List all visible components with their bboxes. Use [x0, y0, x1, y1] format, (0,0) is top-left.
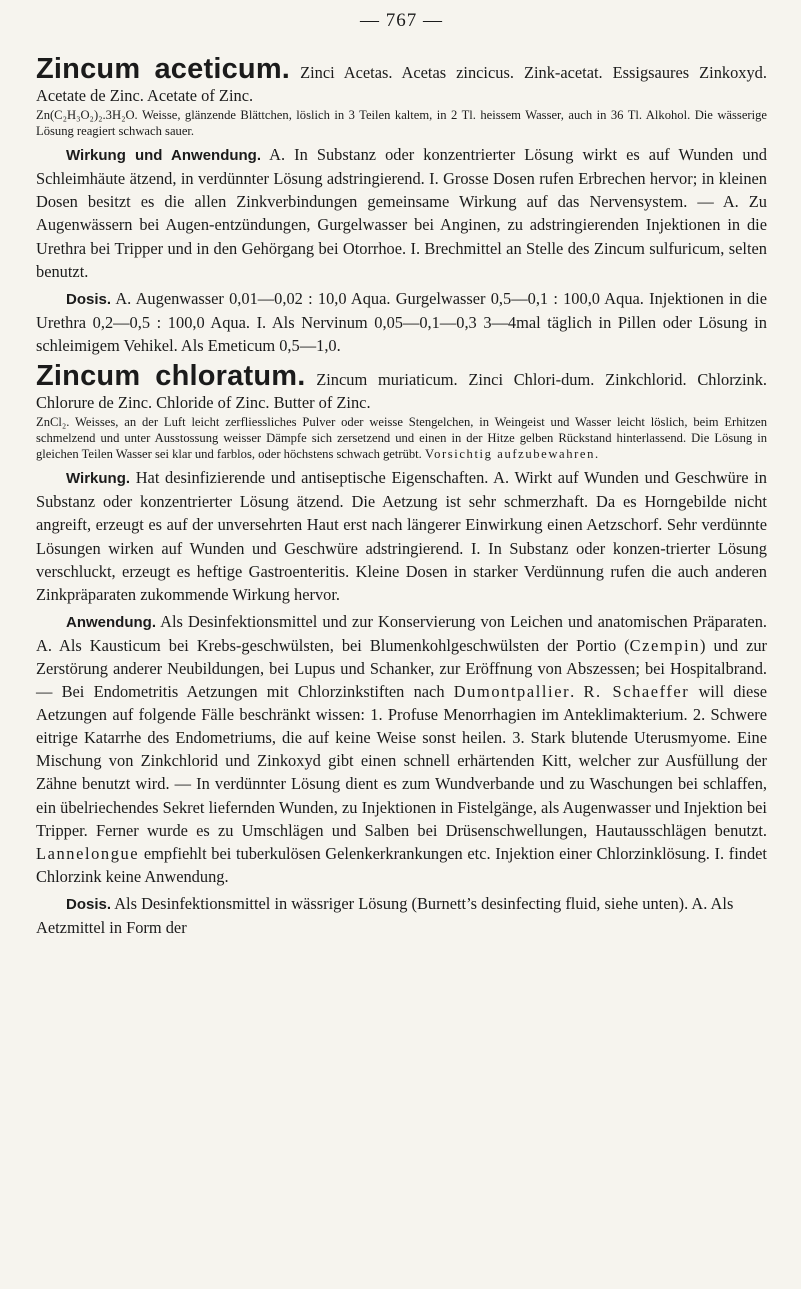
entry-intro: [36, 360, 767, 414]
author-name: Czempin: [629, 635, 701, 655]
dosis-label: Dosis.: [66, 895, 112, 913]
description-text: Weisse, glänzende Blättchen, löslich in 3 Teilen kaltem, in 2 Tl. heissem Wasser, auch in 36 Tl. Alkohol. Die wässerige Lösung reagiert schwach sauer.: [36, 108, 767, 139]
wirkung-text: Hat desinfizierende und antiseptische Eigenschaften. A. Wirkt auf Wunden und Geschwüre in Substanz oder konzentrierter Lösung ätzend. Die Aetzung ist sehr schmerzhaft. Da es Horngebilde nicht angreift, erzeugt es auf der unversehrten Haut erst nach längerer Einwirkung einen Aetzschorf. Sehr verdünnte Lösungen wirken auf Wunden und Geschwüre adstringierend. I. In Substanz oder konzen-trierter Lösung verschluckt, erzeugt es heftige Gastroenteritis. Kleine Dosen in starker Verdünnung rufen die auch anderen Zinkpräparaten zukommende Wirkung hervor.: [36, 468, 767, 604]
synonyms: Zinci Acetas. Acetas zincicus. Zink-acetat. Essigsaures Zinkoxyd. Acetate de Zinc. Acetate of Zinc.: [36, 63, 767, 106]
entry-intro: [36, 53, 767, 107]
wirkung-paragraph: [36, 143, 767, 283]
synonyms: Zincum muriaticum. Zinci Chlori-dum. Zinkchlorid. Chlorzink. Chlorure de Zinc. Chloride of Zinc. Butter of Zinc.: [36, 370, 767, 413]
description: [36, 414, 767, 462]
anwendung-text: Als Desinfektionsmittel und zur Konservierung von Leichen und anatomischen Präparaten. A. Als Kausticum bei Krebs-geschwülsten, bei Blumenkohlgeschwülsten der Portio (: [36, 611, 767, 655]
dosis-label: Dosis.: [66, 290, 112, 308]
chemical-formula: Zn(C₂H₃O₂)₂.3H₂O.: [36, 108, 138, 123]
author-name: R. Schaeffer: [583, 682, 690, 702]
description-text: Weisses, an der Luft leicht zerfliessliches Pulver oder weisse Stengelchen, in Weingeist und Wasser leicht löslich, beim Erhitzen schmelzend und unter Ausstossung weisser Dämpfe sich zersetzend und einen in der Hitze gelben Rückstand hinterlassend. Die Lösung in gleichen Teilen Wasser sei klar und farblos, oder höchstens schwach getrübt.: [36, 415, 767, 462]
anwendung-text: .: [570, 682, 584, 702]
description: [36, 107, 767, 139]
entry-zincum-chloratum: [36, 360, 767, 939]
entry-heading: Zincum chloratum.: [36, 360, 306, 393]
wirkung-text: A. In Substanz oder konzentrierter Lösung wirkt es auf Wunden und Schleimhäute ätzend, in verdünnter Lösung adstringierend. I. Grosse Dosen rufen Erbrechen hervor; in kleinen Dosen besitzt es die allen Zinkverbindungen gemeinsame Wirkung auf das Nervensystem. — A. Zu Augenwässern bei Augen-entzündungen, Gurgelwasser bei Anginen, zu adstringierenden Injektionen in die Urethra bei Tripper und in den Gehörgang bei Otorrhoe. I. Brechmittel an Stelle des Zincum sulfuricum, selten benutzt.: [36, 145, 767, 281]
author-name: Lannelongue: [36, 843, 140, 863]
anwendung-paragraph: [36, 610, 767, 888]
anwendung-label: Anwendung.: [66, 613, 156, 631]
wirkung-paragraph: [36, 466, 767, 606]
wirkung-label: Wirkung und Anwendung.: [66, 147, 262, 165]
entry-heading: Zincum aceticum.: [36, 53, 291, 85]
page-number: — 767 —: [360, 10, 443, 31]
storage-caution: Vorsichtig aufzubewahren.: [425, 447, 600, 462]
wirkung-label: Wirkung.: [66, 470, 131, 488]
chemical-formula: ZnCl₂.: [36, 415, 70, 430]
dosis-text: Als Desinfektionsmittel in wässriger Lösung (Burnett’s desinfecting fluid, siehe unten). A. Als Aetzmittel in Form der: [36, 893, 734, 937]
dosis-paragraph: [36, 287, 767, 357]
anwendung-text: ) und zur Zerstörung anderer Neubildungen, bei Lupus und Schanker, zur Eröffnung von Abszessen; bei Hospitalbrand. — Bei Endometritis Aetzungen mit Chlorzinkstiften nach: [36, 635, 767, 702]
dosis-text: A. Augenwasser 0,01—0,02 : 10,0 Aqua. Gurgelwasser 0,5—0,1 : 100,0 Aqua. Injektionen in die Urethra 0,2—0,5 : 100,0 Aqua. I. Als Nervinum 0,05—0,1—0,3 3—4mal täglich in Pillen oder Lösung in schleimigem Vehikel. Als Emeticum 0,5—1,0.: [36, 288, 767, 355]
anwendung-text: will diese Aetzungen auf folgende Fälle beschränkt wissen: 1. Profuse Menorrhagien im Anteklimakterium. 2. Schwere eitrige Katarrhe des Endometriums, die auf keine Weise sonst heilen. 3. Stark blutende Uterusmyome. Eine Mischung von Zinkchlorid und Zinkoxyd gibt einen schnell erhärtenden Kitt, welcher zur Ausfüllung der Zähne benutzt wird. — In verdünnter Lösung dient es zum Wundverbande und zu Waschungen bei schlaffen, ein übelriechendes Sekret liefernden Wunden, zu Injektionen in Fistelgänge, als Augenwasser und Injektion bei Tripper. Ferner wurde es zu Umschlägen und Salben bei Drüsenschwellungen, Hautausschlägen benutzt.: [36, 682, 767, 840]
entry-zincum-aceticum: [36, 53, 767, 357]
dosis-paragraph: [36, 892, 767, 939]
author-name: Dumontpallier: [453, 682, 571, 702]
anwendung-text: empfiehlt bei tuberkulösen Gelenkerkrankungen etc. Injektion einer Chlorzinklösung. I. findet Chlorzink keine Anwendung.: [36, 843, 767, 886]
